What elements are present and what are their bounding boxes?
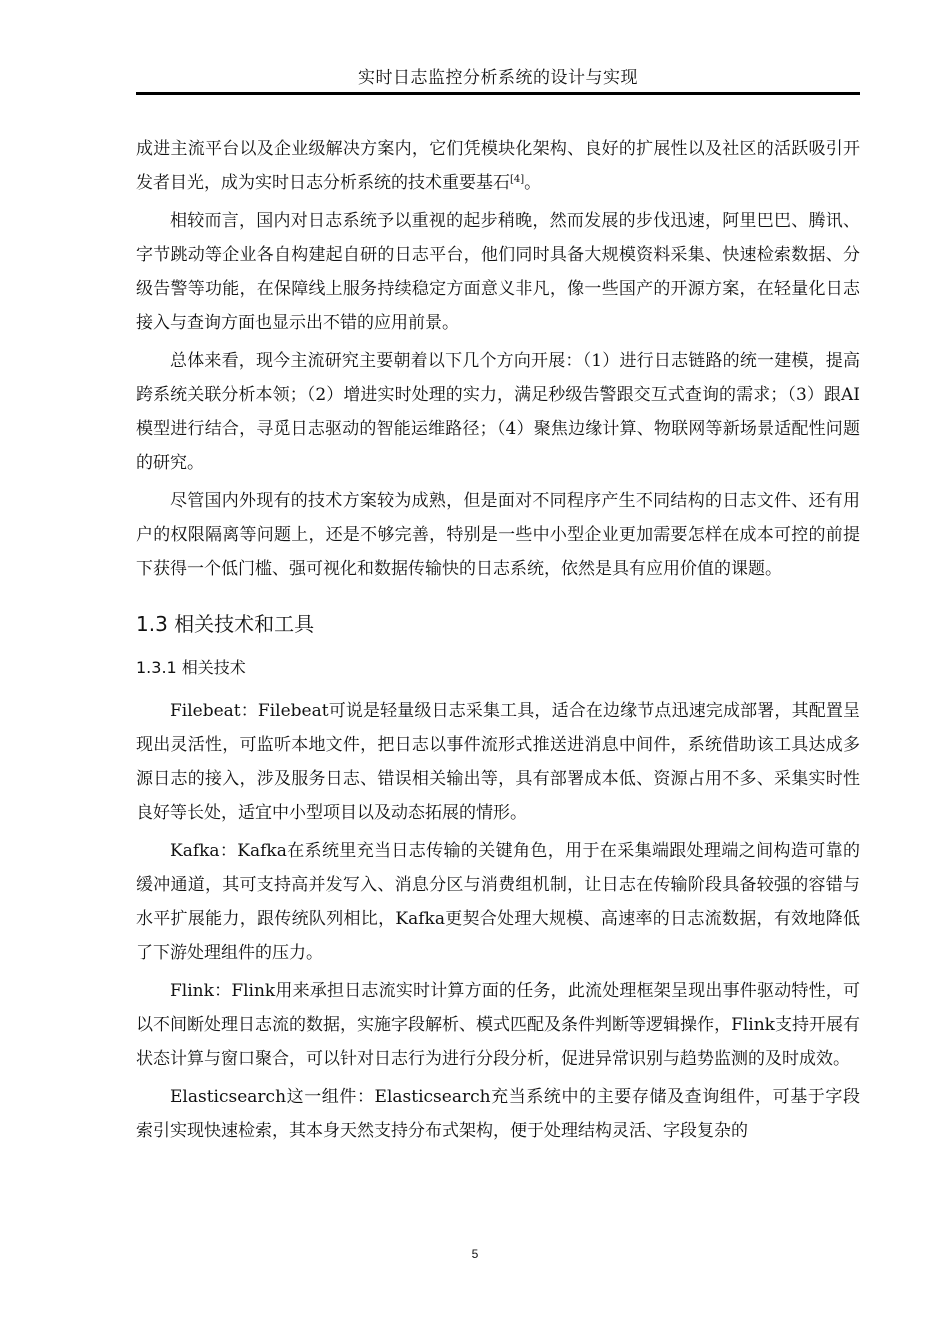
page-body [136, 132, 860, 1152]
paragraph-domestic-status: 相较而言，国内对日志系统予以重视的起步稍晚，然而发展的步伐迅速，阿里巴巴、腾讯、字节跳动等企业各自构建起自研的日志平台，他们同时具备大规模资料采集、快速检索数据、分级告警等功能，在保障线上服务持续稳定方面意义非凡，像一些国产的开源方案，在轻量化日志接入与查询方面也显示出不错的应用前景。 [136, 211, 860, 333]
page-number: 5 [471, 1247, 479, 1261]
paragraph-research-directions: 总体来看，现今主流研究主要朝着以下几个方向开展：（1）进行日志链路的统一建模，提高跨系统关联分析本领；（2）增进实时处理的实力，满足秒级告警跟交互式查询的需求；（3）跟AI模型进行结合，寻觅日志驱动的智能运维路径；（4）聚焦边缘计算、物联网等新场景适配性问题的研究。 [136, 351, 860, 473]
paragraph-elasticsearch: Elasticsearch这一组件：Elasticsearch充当系统中的主要存储及查询组件，可基于字段索引实现快速检索，其本身天然支持分布式架构，便于处理结构灵活、字段复杂的 [136, 1087, 860, 1141]
section-heading: 1.3 相关技术和工具 [136, 612, 315, 636]
paragraph-kafka: Kafka：Kafka在系统里充当日志传输的关键角色，用于在采集端跟处理端之间构造可靠的缓冲通道，其可支持高并发写入、消息分区与消费组机制，让日志在传输阶段具备较强的容错与水平扩展能力，跟传统队列相比，Kafka更契合处理大规模、高速率的日志流数据，有效地降低了下游处理组件的压力。 [136, 841, 860, 963]
subsection-heading: 1.3.1 相关技术 [136, 658, 246, 677]
header-divider [136, 92, 860, 95]
running-header: 实时日志监控分析系统的设计与实现 [358, 68, 638, 88]
citation-reference: [4] [510, 174, 525, 185]
paragraph-filebeat: Filebeat：Filebeat可说是轻量级日志采集工具，适合在边缘节点迅速完成部署，其配置呈现出灵活性，可监听本地文件，把日志以事件流形式推送进消息中间件，系统借助该工具达成多源日志的接入，涉及服务日志、错误相关输出等，具有部署成本低、资源占用不多、采集实时性良好等长处，适宜中小型项目以及动态拓展的情形。 [136, 701, 860, 823]
paragraph-flink: Flink：Flink用来承担日志流实时计算方面的任务，此流处理框架呈现出事件驱动特性，可以不间断处理日志流的数据，实施字段解析、模式匹配及条件判断等逻辑操作，Flink支持开展有状态计算与窗口聚合，可以针对日志行为进行分段分析，促进异常识别与趋势监测的及时成效。 [136, 981, 860, 1069]
paragraph-problem-statement: 尽管国内外现有的技术方案较为成熟，但是面对不同程序产生不同结构的日志文件、还有用户的权限隔离等问题上，还是不够完善，特别是一些中小型企业更加需要怎样在成本可控的前提下获得一个低门槛、强可视化和数据传输快的日志系统，依然是具有应用价值的课题。 [136, 491, 860, 579]
paragraph-continued [136, 132, 860, 200]
paragraph-text: 成进主流平台以及企业级解决方案内，它们凭模块化架构、良好的扩展性以及社区的活跃吸引开发者目光，成为实时日志分析系统的技术重要基石 [136, 139, 860, 193]
paragraph-end-punctuation: 。 [524, 173, 542, 193]
